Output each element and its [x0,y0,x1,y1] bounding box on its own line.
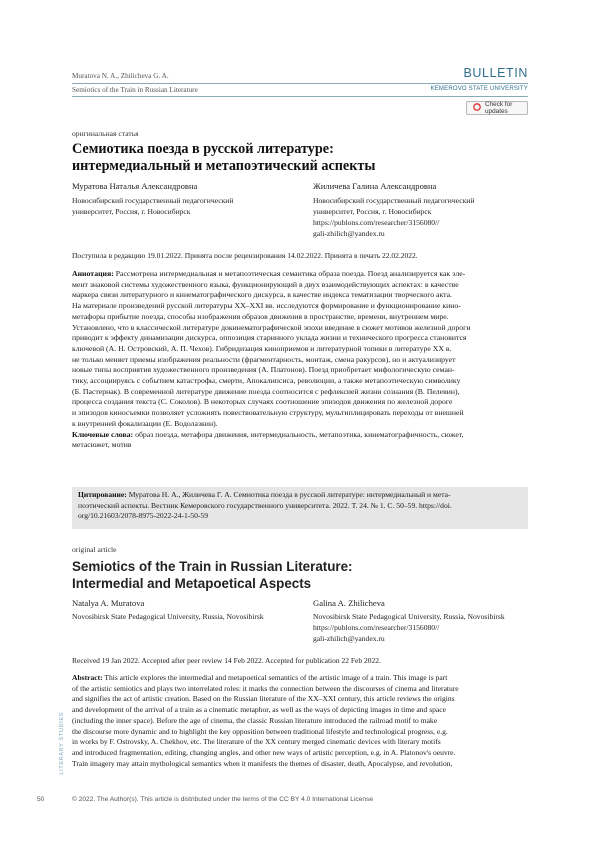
author2-name-en: Galina A. Zhilicheva [313,598,385,608]
header-running-title: Semiotics of the Train in Russian Literature [72,86,198,94]
abstract-label-en: Abstract: [72,673,103,682]
abstract-ru-line: (Б. Пастернак). В современной литературе движение поезда соотносится с рефлексией жизни сознания (В. Пелевин), [72,387,528,398]
side-section-label: LITERARY STUDIES [59,712,65,775]
abstract-ru-line: не только меняет приемы изображения реальности (фрагментарность, монтаж, смена ракурсов), но и актуализирует [72,355,528,366]
abstract-ru-line: новые типы восприятия художественного произведения (А. Платонов). Поезд приобретает мифологическую семан- [72,365,528,376]
author2-aff-ru-1: Новосибирский государственный педагогический [313,196,474,207]
refresh-icon [473,103,481,113]
abstract-ru-line: На материале произведений русской литературы XX–XXI вв. исследуются формирование и функционирование кино- [72,301,528,312]
citation-line1: Муратова Н. А., Жиличева Г. А. Семиотика поезда в русской литературе: интермедиальный и мета- [129,490,451,499]
journal-title: BULLETIN [463,66,528,80]
journal-subtitle: KEMEROVO STATE UNIVERSITY [431,86,528,92]
author2-aff-en: Novosibirsk State Pedagogical University, Russia, Novosibirsk [313,612,505,623]
abstract-en-line: in works by F. Ostrovsky, A. Chekhov, etc. The literature of the XX century merged cinematic devices with literary motifs [72,737,528,748]
keywords-label-ru: Ключевые слова: [72,430,133,439]
title-ru-line2: интермедиальный и метапоэтический аспекты [72,158,375,175]
header-authors: Muratova N. A., Zhilicheva G. A. [72,72,169,80]
abstract-ru-line: маркера связи литературного и кинематографического дискурса, в качестве индекса тематизации творческого акта. [72,290,528,301]
article-type-ru: оригинальная статья [72,129,139,138]
abstract-ru-line: мент знаковой системы художественного языка, функционирующий в двух взаимодействующих аспектах: в качестве [72,280,528,291]
citation-doi[interactable]: org/10.21603/2078-8975-2022-24-1-50-59 [78,511,524,522]
abstract-ru-line: к внутренней фокализации (Е. Водолазкин). [72,419,528,430]
abstract-en-line: of the artistic semiotics and plays two interrelated roles: it marks the connection between the discourses of cinema and literature [72,684,528,695]
abstract-ru-line: тику, ассоциируясь с событием катастрофы, смерти, Апокалипсиса, революции, а также метапоэтическую символику [72,376,528,387]
dates-en: Received 19 Jan 2022. Accepted after peer review 14 Feb 2022. Accepted for publication 22 Feb 2022. [72,656,528,667]
abstract-ru-line: и эпизодов киносъемки позволяет усложнять повествовательную структуру, мультиплицировать переходы от внешней [72,408,528,419]
abstract-ru-line: метафоры прибытие поезда, способы изображения образов движения в пространстве, времени, внутреннем мире. [72,312,528,323]
author2-email-ru[interactable]: gali-zhilich@yandex.ru [313,229,385,240]
author2-name-ru: Жиличева Галина Александровна [313,181,436,191]
author1-aff-ru-1: Новосибирский государственный педагогический [72,196,233,207]
citation-line2: поэтический аспекты. Вестник Кемеровского государственного университета. 2022. Т. 24. № 1. С. 50–59. https://doi. [78,501,524,512]
title-ru-line1: Семиотика поезда в русской литературе: [72,141,334,158]
abstract-en-line: This article explores the intermedial and metapoetical semantics of the artistic image of a train. This image is part [104,673,447,682]
author2-aff-ru-2: университет, Россия, г. Новосибирск [313,207,432,218]
header-rule-bottom [72,96,528,97]
keywords-ru-line2: метасюжет, мотив [72,440,528,451]
check-updates-button[interactable] [466,101,528,115]
abstract-ru-line: Рассмотрена интермедиальная и метапоэтическая семантика образа поезда. Поезд анализируется как эле- [116,269,466,278]
keywords-ru-line1: образ поезда, метафора движения, интермедиальность, метапоэтика, кинематографичность, сюжет, [135,430,463,439]
abstract-label-ru: Аннотация: [72,269,114,278]
abstract-ru-line: ключевой (А. Н. Островский, А. П. Чехов). Гибридизация киноприемов и литературной топики в литературе XX в. [72,344,528,355]
abstract-en-line: Train imagery may attain mythological semantics when it manifests the themes of disaster, death, Apocalypse, and revolution, [72,759,528,770]
article-type-en: original article [72,545,117,554]
author2-link-en[interactable]: https://publons.com/researcher/3156080// [313,623,439,634]
author1-aff-en: Novosibirsk State Pedagogical University, Russia, Novosibirsk [72,612,264,623]
title-en-line2: Intermedial and Metapoetical Aspects [72,575,311,592]
abstract-en-line: and signifies the act of artistic creation. Based on the Russian literature of the XX–XXI century, this article reviews the origins [72,694,528,705]
citation-ru [78,490,524,522]
title-en-line1: Semiotics of the Train in Russian Literature: [72,558,353,575]
abstract-en-line: (including the inner space). Before the age of cinema, the classic Russian literature introduced the railroad motif to make [72,716,528,727]
license-text[interactable]: © 2022. The Author(s). This article is distributed under the terms of the CC BY 4.0 International License [72,796,373,803]
page-number: 50 [37,796,44,803]
dates-ru: Поступила в редакцию 19.01.2022. Принята после рецензирования 14.02.2022. Принята в печать 22.02.2022. [72,251,528,262]
author1-name-en: Natalya A. Muratova [72,598,144,608]
check-updates-label: Check for updates [485,101,521,115]
abstract-ru [72,269,528,451]
abstract-ru-line: приводит к эффекту динамизации дискурса, оппозиция старинного уклада жизни и технического прогресса становится [72,333,528,344]
abstract-en-line: and development of the arrival of a train as a cinematic metaphor, as well as the ways of depicting images in time and space [72,705,528,716]
author1-aff-ru-2: университет, Россия, г. Новосибирск [72,207,191,218]
header-rule-top [72,83,528,84]
abstract-ru-line: процесса создания текста (С. Соколов). В некоторых случаях соотношение эпизодов движения по железной дороге [72,397,528,408]
author2-link-ru[interactable]: https://publons.com/researcher/3156080// [313,218,439,229]
abstract-ru-line: Установлено, что в классической литературе докинематографической эпохи введение в сюжет мотивов железной дороги [72,323,528,334]
abstract-en [72,673,528,769]
abstract-en-line: and introduced fragmentation, editing, changing angles, and other new ways of artistic perception, e.g. in A. Platonov's oeuvre. [72,748,528,759]
author2-email-en[interactable]: gali-zhilich@yandex.ru [313,634,385,645]
citation-label: Цитирование: [78,490,127,499]
abstract-en-line: the discourse more dynamic and to highlight the key opposition between traditional lifestyle and technological progress, e.g. [72,727,528,738]
author1-name-ru: Муратова Наталья Александровна [72,181,197,191]
